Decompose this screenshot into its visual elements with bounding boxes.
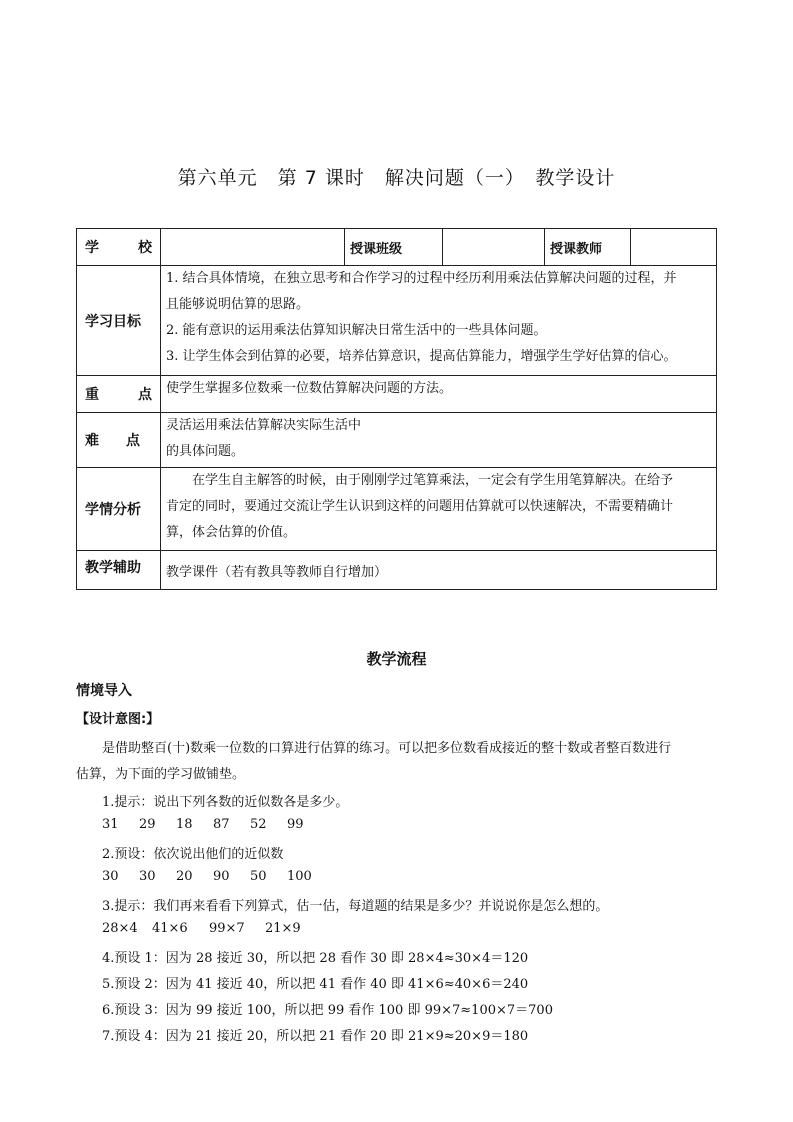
goals-label: 学习目标 [77, 266, 161, 376]
aid-label: 教学辅助 [77, 551, 161, 590]
section-heading: 情境导入 [76, 683, 132, 699]
difficult-point-content: 灵活运用乘法估算解决实际生活中 的具体问题。 [161, 413, 717, 468]
numbers-row-2: 30 30 20 90 50 100 [102, 869, 312, 884]
preset-line: 5.预设 2：因为 41 接近 40，所以把 41 看作 40 即 41×6≈40×6＝240 [102, 977, 529, 992]
hint-1: 1.提示：说出下列各数的近似数各是多少。 [102, 795, 349, 810]
key-point-content: 使学生掌握多位数乘一位数估算解决问题的方法。 [161, 376, 717, 413]
analysis-label: 学情分析 [77, 468, 161, 551]
teacher-label: 授课教师 [545, 229, 631, 266]
intent-line: 是借助整百(十)数乘一位数的口算进行估算的练习。可以把多位数看成接近的整十数或者整百数进行 [102, 741, 672, 756]
design-intent-label: 【设计意图:】 [76, 712, 160, 727]
process-title: 教学流程 [366, 650, 427, 668]
goal-line: 且能够说明估算的思路。 [166, 297, 310, 312]
process-body [76, 0, 716, 1122]
document-title: 第六单元 第 7 课时 解决问题（一） 教学设计 [177, 167, 616, 189]
difficult-point-label: 难 点 [77, 413, 161, 468]
goal-line: 3. 让学生体会到估算的必要，培养估算意识，提高估算能力，增强学生学好估算的信心。 [166, 349, 677, 364]
preset-line: 6.预设 3：因为 99 接近 100，所以把 99 看作 100 即 99×7≈100×7＝700 [102, 1003, 553, 1018]
hint-3: 3.提示：我们再来看看下列算式，估一估，每道题的结果是多少？并说说你是怎么想的。 [102, 899, 609, 914]
expressions-row: 28×4 41×6 99×7 21×9 [102, 921, 301, 936]
intent-line: 估算，为下面的学习做铺垫。 [76, 767, 246, 782]
goal-line: 1. 结合具体情境，在独立思考和合作学习的过程中经历利用乘法估算解决问题的过程，并 [166, 271, 677, 286]
preset-approx: 2.预设：依次说出他们的近似数 [102, 847, 284, 862]
aid-content: 教学课件（若有教具等教师自行增加） [161, 551, 717, 590]
numbers-row-1: 31 29 18 87 52 99 [102, 817, 304, 832]
class-label: 授课班级 [345, 229, 443, 266]
preset-line: 7.预设 4：因为 21 接近 20，所以把 21 看作 20 即 21×9≈20×9＝180 [102, 1029, 529, 1044]
goal-line: 2. 能有意识的运用乘法估算知识解决日常生活中的一些具体问题。 [166, 323, 547, 338]
preset-line: 4.预设 1：因为 28 接近 30，所以把 28 看作 30 即 28×4≈30×4＝120 [102, 951, 529, 966]
school-label: 学 校 [77, 229, 161, 266]
analysis-content: 在学生自主解答的时候，由于刚刚学过笔算乘法，一定会有学生用笔算解决。在给予 肯定的同时，要通过交流让学生认识到这样的问题用估算就可以快速解决，不需要精确计 算，体会估算的价值。 [161, 468, 717, 551]
key-point-label: 重 点 [77, 376, 161, 413]
